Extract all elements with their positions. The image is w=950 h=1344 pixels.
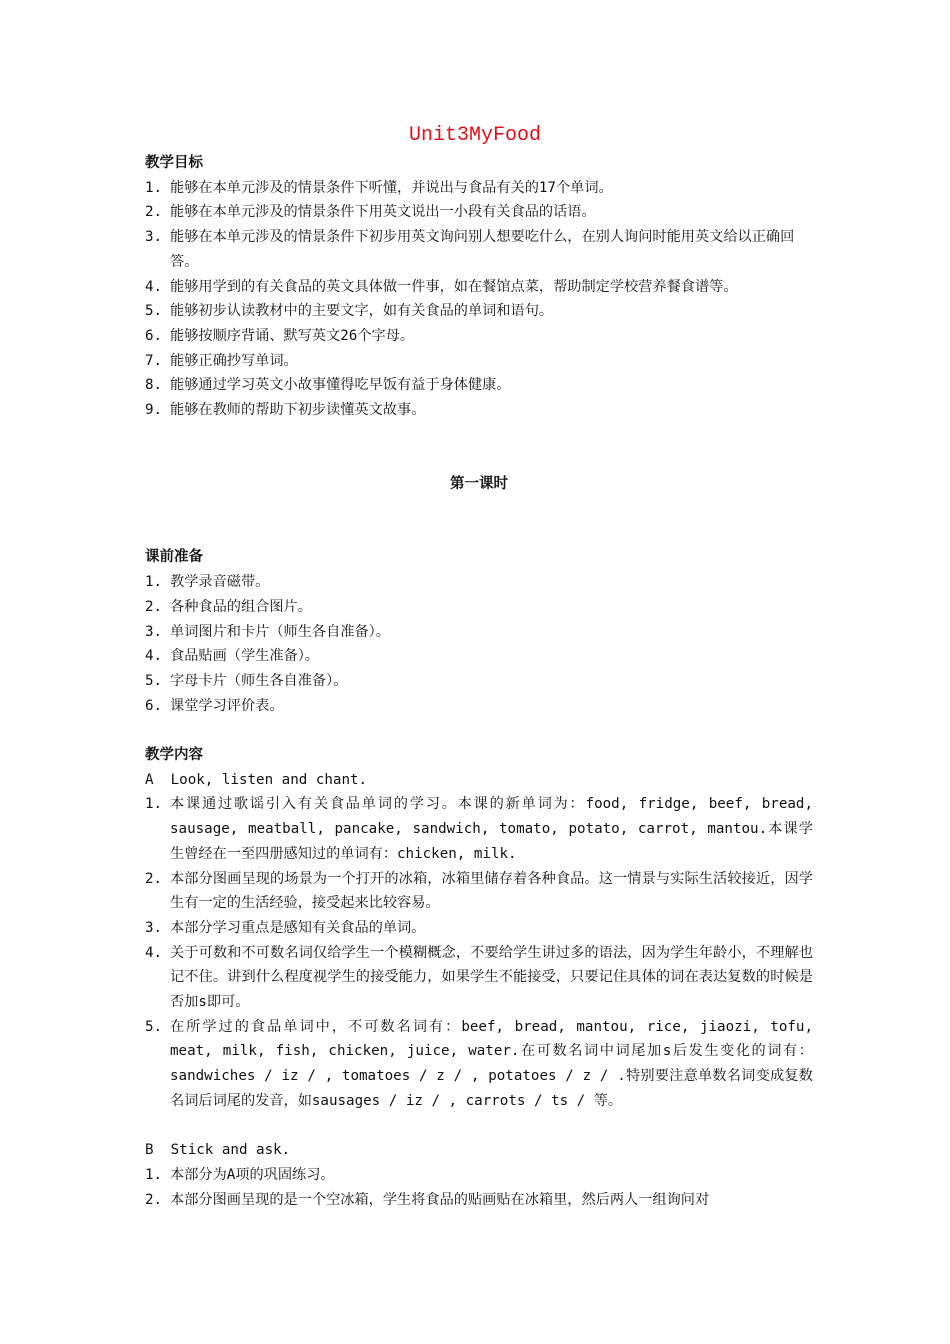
part-a-list <box>145 792 813 1113</box>
list-item-number: 6. <box>145 327 163 344</box>
list-item-text: 课堂学习评价表。 <box>170 697 284 714</box>
list-item-number: 8. <box>145 377 163 394</box>
list-item-text: 能够用学到的有关食品的英文具体做一件事，如在餐馆点菜，帮助制定学校营养餐食谱等。 <box>170 278 738 295</box>
list-item-number: 3. <box>145 623 163 640</box>
list-item <box>145 595 813 620</box>
part-b-list <box>145 1163 813 1212</box>
list-item <box>145 225 813 274</box>
document-title: Unit3MyFood <box>408 124 542 147</box>
lesson1-heading: 第一课时 <box>450 475 508 492</box>
prep-list <box>145 570 813 718</box>
part-b-title: B Stick and ask. <box>145 1142 291 1159</box>
list-item-text: 字母卡片（师生各自准备）。 <box>170 672 348 689</box>
list-item-number: 3. <box>145 229 163 246</box>
list-item <box>145 373 813 398</box>
goals-list <box>145 176 813 423</box>
list-item-number: 4. <box>145 278 163 295</box>
list-item-text: 食品贴画（学生准备）。 <box>170 648 319 665</box>
list-item-text: 本部分学习重点是感知有关食品的单词。 <box>170 919 426 936</box>
list-item <box>145 398 813 423</box>
list-item-text: 各种食品的组合图片。 <box>170 598 312 615</box>
list-item-number: 2. <box>145 870 163 887</box>
list-item <box>145 324 813 349</box>
list-item-number: 6. <box>145 697 163 714</box>
document-body <box>145 151 813 1212</box>
list-item-number: 4. <box>145 648 163 665</box>
list-item <box>145 299 813 324</box>
list-item-text: 本课通过歌谣引入有关食品单词的学习。本课的新单词为：food, fridge, beef, bread, sausage, meatball, pancake, sandwich, tomato, potato, carrot, mantou.本课学生曾经在一至四册感知过的单词有：chicken, milk. <box>170 796 813 862</box>
goals-heading: 教学目标 <box>145 155 203 171</box>
list-item-text: 在所学过的食品单词中，不可数名词有：beef, bread, mantou, rice, jiaozi, tofu, meat, milk, fish, chicken, juice, water.在可数名词中词尾加s后发生变化的词有：sandwiches / iz / , tomatoes / z / , potatoes / z / .特别要注意单数名词变成复数名词后词尾的发音，如sausages / iz / , carrots / ts / 等。 <box>170 1018 813 1109</box>
list-item <box>145 916 813 941</box>
list-item-text: 单词图片和卡片（师生各自准备）。 <box>170 623 390 640</box>
list-item-number: 1. <box>145 796 163 813</box>
list-item-text: 本部分为A项的巩固练习。 <box>170 1166 335 1183</box>
list-item-text: 能够通过学习英文小故事懂得吃早饭有益于身体健康。 <box>170 377 511 394</box>
list-item-number: 9. <box>145 402 163 419</box>
list-item <box>145 644 813 669</box>
list-item <box>145 570 813 595</box>
list-item-text: 能够在教师的帮助下初步读懂英文故事。 <box>170 402 426 419</box>
list-item-number: 2. <box>145 598 163 615</box>
list-item <box>145 669 813 694</box>
list-item <box>145 349 813 374</box>
list-item-text: 能够初步认读教材中的主要文字，如有关食品的单词和语句。 <box>170 303 554 320</box>
list-item-text: 能够在本单元涉及的情景条件下听懂，并说出与食品有关的17个单词。 <box>170 179 613 196</box>
list-item-text: 能够在本单元涉及的情景条件下初步用英文询问别人想要吃什么，在别人询问时能用英文给以正确回答。 <box>170 229 795 270</box>
list-item-number: 2. <box>145 1191 163 1208</box>
list-item <box>145 176 813 201</box>
list-item <box>145 1015 813 1114</box>
list-item-number: 1. <box>145 1166 163 1183</box>
list-item-text: 关于可数和不可数名词仅给学生一个模糊概念，不要给学生讲过多的语法，因为学生年龄小，不理解也记不住。讲到什么程度视学生的接受能力，如果学生不能接受，只要记住具体的词在表达复数的时候是否加s即可。 <box>170 944 813 1011</box>
prep-heading: 课前准备 <box>145 549 203 566</box>
list-item-text: 能够正确抄写单词。 <box>170 352 298 369</box>
content-heading: 教学内容 <box>145 747 203 764</box>
list-item-number: 5. <box>145 672 163 689</box>
list-item <box>145 275 813 300</box>
list-item <box>145 200 813 225</box>
list-item <box>145 867 813 916</box>
list-item-number: 3. <box>145 919 163 936</box>
list-item-text: 教学录音磁带。 <box>170 574 270 591</box>
part-a-title: A Look, listen and chant. <box>145 771 368 788</box>
list-item <box>145 1188 813 1213</box>
list-item-number: 5. <box>145 303 163 320</box>
list-item-number: 7. <box>145 352 163 369</box>
list-item-number: 2. <box>145 204 163 221</box>
list-item <box>145 694 813 719</box>
list-item <box>145 620 813 645</box>
list-item-number: 5. <box>145 1018 163 1035</box>
list-item <box>145 941 813 1015</box>
list-item-text: 能够在本单元涉及的情景条件下用英文说出一小段有关食品的话语。 <box>170 204 596 221</box>
list-item-text: 能够按顺序背诵、默写英文26个字母。 <box>170 327 415 344</box>
list-item-number: 4. <box>145 944 163 961</box>
list-item <box>145 1163 813 1188</box>
list-item-number: 1. <box>145 179 163 196</box>
list-item-text: 本部分图画呈现的场景为一个打开的冰箱，冰箱里储存着各种食品。这一情景与实际生活较接近，因学生有一定的生活经验，接受起来比较容易。 <box>170 870 813 912</box>
list-item <box>145 792 813 866</box>
list-item-number: 1. <box>145 574 163 591</box>
list-item-text: 本部分图画呈现的是一个空冰箱，学生将食品的贴画贴在冰箱里，然后两人一组询问对 <box>170 1191 710 1208</box>
